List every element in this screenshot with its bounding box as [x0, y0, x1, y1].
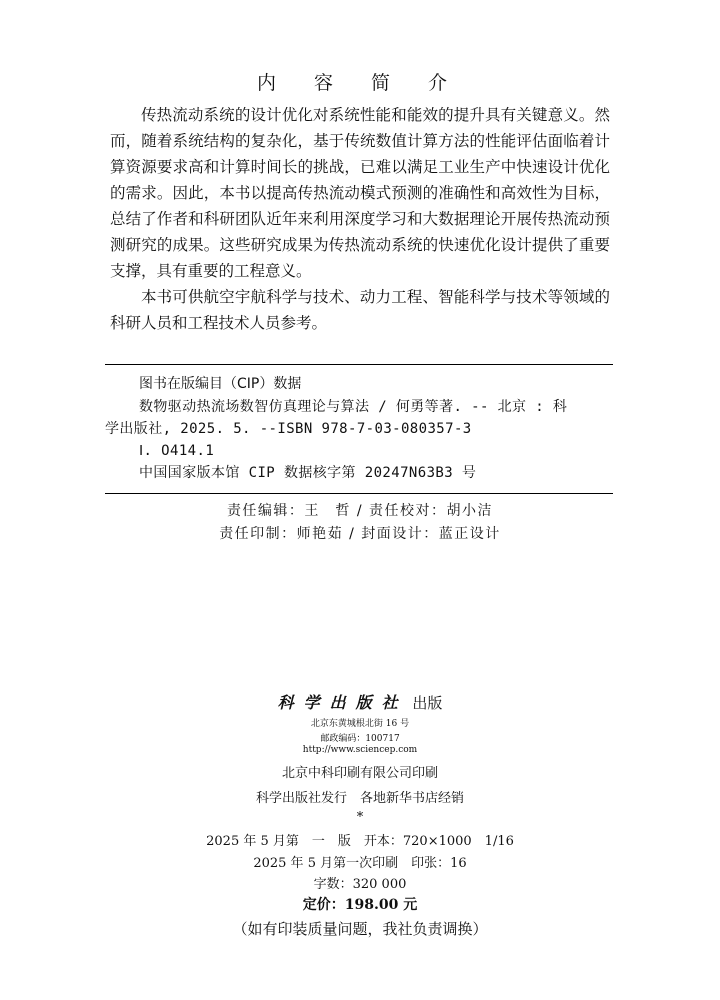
separator-star: *	[356, 810, 364, 825]
cip-heading: 图书在版编目（CIP）数据	[139, 376, 302, 392]
word-count: 字数：320 000	[313, 877, 407, 892]
edition-info: 2025 年 5 月第 一 版 开本：720×1000 1/16	[206, 834, 514, 849]
quality-note: （如有印装质量问题，我社负责调换）	[232, 920, 488, 938]
cip-body	[105, 396, 613, 484]
intro-paragraph-1: 传热流动系统的设计优化对系统性能和能效的提升具有关键意义。然而，随着系统结构的复杂化，基于传统数值计算方法的性能评估面临着计算资源要求高和计算时间长的挑战，已难以满足工业生产中快速设计优化的需求。因此，本书以提高传热流动模式预测的准确性和高效性为目标，总结了作者和科研团队近年来利用深度学习和大数据理论开展传热流动预测研究的成果。这些研究成果为传热流动系统的快速优化设计提供了重要支撑，具有重要的工程意义。	[110, 106, 610, 280]
intro-paragraph-2: 本书可供航空宇航科学与技术、动力工程、智能科学与技术等领域的科研人员和工程技术人员参考。	[110, 288, 610, 332]
intro-title: 内 容 简 介	[256, 72, 464, 94]
cip-line-2: 学出版社, 2025. 5. --ISBN 978-7-03-080357-3	[105, 421, 472, 437]
publisher-line	[0, 690, 720, 713]
distribution: 科学出版社发行 各地新华书店经销	[255, 791, 464, 806]
publisher-address: 北京东黄城根北街 16 号	[310, 719, 410, 729]
publisher-suffix: 出版	[412, 694, 443, 712]
publisher-logo-name: 科学出版社	[277, 693, 408, 712]
cip-record-number: 中国国家版本馆 CIP 数据核字第 20247N63B3 号	[139, 465, 477, 481]
publisher-postcode: 邮政编码：100717	[320, 734, 400, 744]
printer: 北京中科印刷有限公司印刷	[281, 766, 438, 781]
cip-line-1: 数物驱动热流场数智仿真理论与算法 / 何勇等著. -- 北京 : 科	[139, 399, 568, 415]
price: 定价：198.00 元	[302, 897, 418, 913]
intro-text	[110, 102, 610, 336]
staff-line-1: 责任编辑：王 哲 / 责任校对：胡小洁	[226, 503, 494, 519]
cip-classification: Ⅰ. O414.1	[139, 443, 215, 459]
publisher-website: http://www.sciencep.com	[302, 745, 418, 755]
printing-info: 2025 年 5 月第一次印刷 印张：16	[253, 856, 467, 871]
staff-line-2: 责任印制：师艳茹 / 封面设计：蓝正设计	[219, 526, 501, 542]
cip-data-block	[105, 364, 613, 494]
